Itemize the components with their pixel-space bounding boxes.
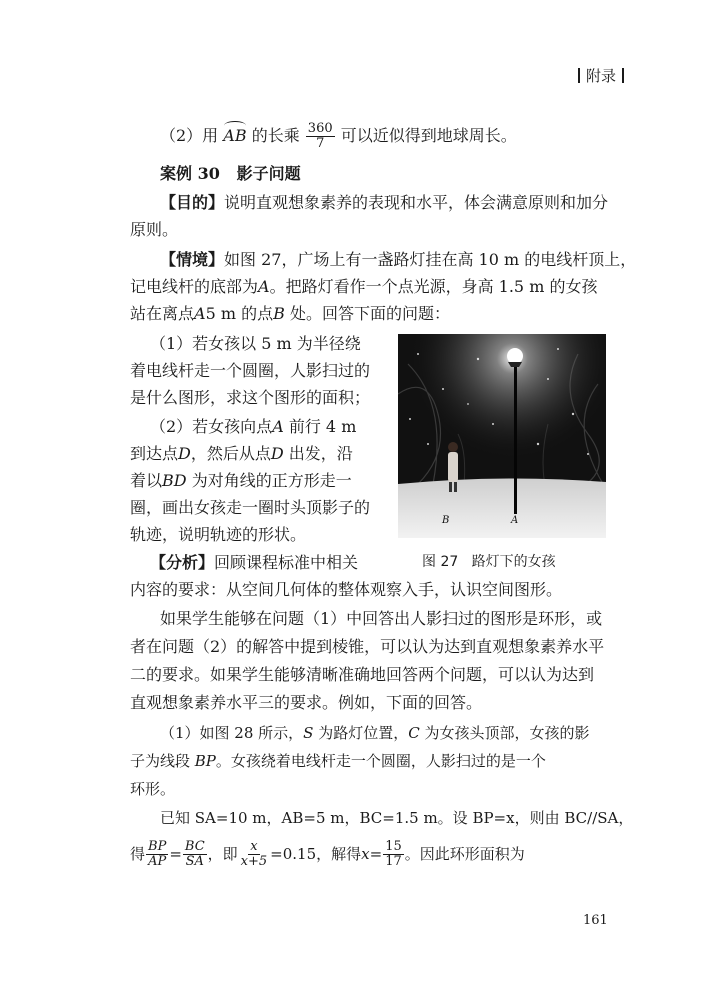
purpose-line-2: 原则。 [130, 220, 179, 239]
figure-label-b: B [442, 515, 450, 526]
q2-line-2: 到达点D，然后从点D 出发，沿 [130, 444, 353, 463]
given-line: 已知 SA=10 m，AB=5 m，BC=1.5 m。设 BP=x，则由 BC//SA， [160, 809, 634, 827]
case-title: 案例 30 影子问题 [160, 164, 301, 183]
header-title: 附录 [585, 67, 616, 85]
q1-line-3: 是什么图形，求这个图形的面积； [130, 388, 371, 407]
q1-line-1: （1）若女孩以 5 m 为半径绕 [150, 334, 361, 353]
para-line-1: 如果学生能够在问题（1）中回答出人影扫过的图形是环形，或 [160, 609, 603, 628]
figure-caption: 图 27 路灯下的女孩 [422, 554, 556, 570]
running-header [520, 65, 630, 86]
analysis-line-2: 内容的要求：从空间几何体的整体观察入手，认识空间图形。 [130, 580, 563, 599]
q2-line-3: 着以BD 为对角线的正方形走一 [130, 471, 352, 490]
figure-label-a: A [511, 515, 519, 526]
answer1-line-1: （1）如图 28 所示，S 为路灯位置，C 为女孩头顶部，女孩的影 [160, 724, 590, 742]
fraction-x-x5: $\frac{x}{x+5}$ [240, 838, 268, 869]
item-2-line: （2）用 AB 的长乘 $\frac{360}{7}$ 可以近似得到地球周长。 [160, 121, 517, 151]
fraction-bc-sa: $\frac{BC}{SA}$ [184, 838, 205, 869]
answer1-line-3: 环形。 [130, 780, 176, 798]
situation-line-2: 记电线杆的底部为A。把路灯看作一个点光源，身高 1.5 m 的女孩 [130, 277, 598, 296]
q2-line-4: 圈，画出女孩走一圈时头顶影子的 [130, 498, 371, 517]
para-line-4: 直观想象素养水平三的要求。例如，下面的回答。 [130, 693, 483, 712]
streetlight-photo [398, 334, 606, 538]
fraction-bp-ap: $\frac{BP}{AP}$ [148, 838, 167, 869]
fraction-360-7: $\frac{360}{7}$ [307, 121, 333, 151]
answer1-line-2: 子为线段 BP。女孩绕着电线杆走一个圆圈，人影扫过的是一个 [130, 752, 546, 770]
situation-line-1: 【情境】如图 27，广场上有一盏路灯挂在高 10 m 的电线杆顶上， [160, 250, 637, 269]
page-number: 161 [583, 913, 608, 928]
analysis-line-1: 【分析】回顾课程标准中相关 [150, 553, 359, 572]
header-bar-left [578, 68, 580, 83]
fraction-15-17: $\frac{15}{17}$ [385, 838, 402, 869]
purpose-line-1: 【目的】说明直观想象素养的表现和水平，体会满意原则和加分 [160, 193, 609, 212]
q2-line-1: （2）若女孩向点A 前行 4 m [150, 417, 357, 436]
para-line-3: 二的要求。如果学生能够清晰准确地回答两个问题，可以认为达到 [130, 665, 595, 684]
situation-line-3: 站在离点A5 m 的点B 处。回答下面的问题： [130, 304, 450, 323]
photo-illustration [398, 334, 606, 538]
arc-ab: AB [223, 126, 247, 145]
q1-line-2: 着电线杆走一个圆圈，人影扫过的 [130, 361, 371, 380]
header-bar-right [622, 68, 624, 83]
q2-line-5: 轨迹，说明轨迹的形状。 [130, 525, 307, 544]
para-line-2: 者在问题（2）的解答中提到棱锥，可以认为达到直观想象素养水平 [130, 637, 605, 656]
derivation-line: 得 $\frac{BP}{AP}$ = $\frac{BC}{SA}$ ，即 $\frac{x}{x+5}$ =0.15，解得 x = $\frac{15}{17}$ 。因此环形面积为 [130, 838, 525, 869]
